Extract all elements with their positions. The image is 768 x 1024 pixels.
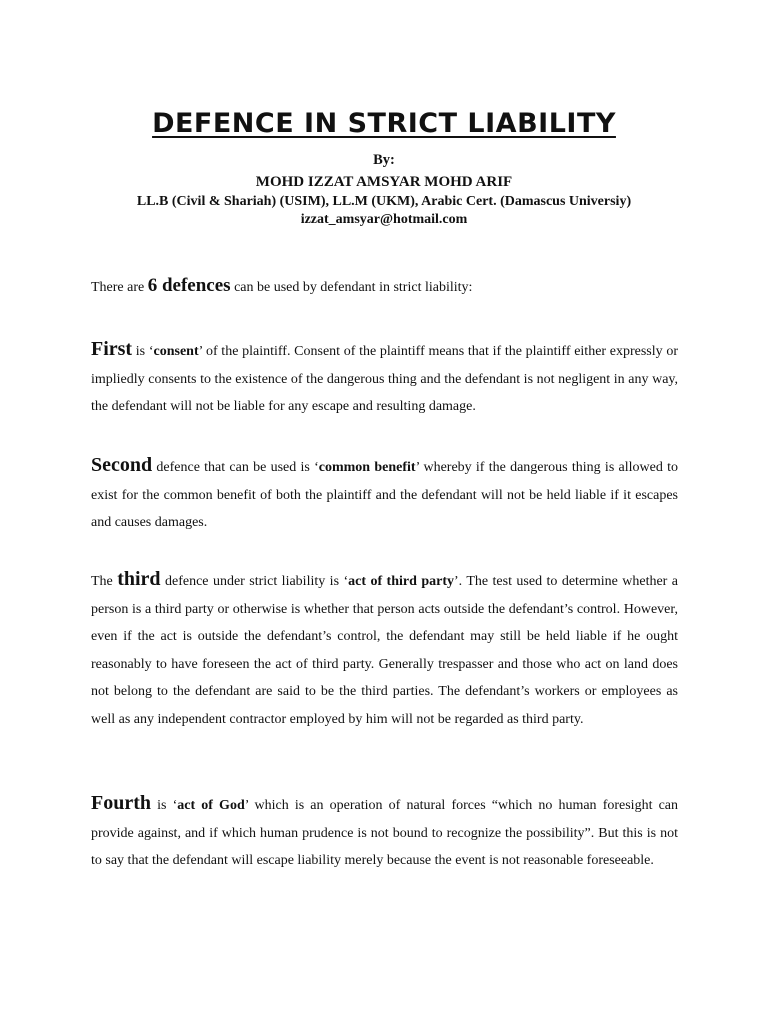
defence-lead: Fourth [91,792,151,814]
author-qualifications: LL.B (Civil & Shariah) (USIM), LL.M (UKM), Arabic Cert. (Damascus Universiy) [136,194,632,209]
defence-lead: third [117,568,161,590]
defence-lead: Second [91,454,153,476]
author-email: izzat_amsyar@hotmail.com [300,212,468,227]
defence-paragraph-first [91,336,678,421]
by-label: By: [373,152,395,168]
intro-post: can be used by defendant in strict liability: [230,280,473,295]
defence-text: ’ of the plaintiff. Consent of the plaintiff means that if the plaintiff either expressly or impliedly consents to the existence of the dangerous thing and the defendant is not negligent in any way, the defendant will not be liable for any escape and resulting damage. [91,344,678,415]
intro-paragraph [91,272,678,302]
defence-text: is ‘ [132,344,154,359]
defence-lead: First [91,338,133,360]
defence-text: defence that can be used is ‘ [152,460,319,475]
defence-paragraph-fourth [91,790,678,875]
defence-paragraph-second [91,452,678,537]
defence-text: ’ which is an operation of natural forces “which no human foresight can provide against, and if which human prudence is not bound to recognize the possibility”. But this is not to say that the defendant will escape liability merely because the event is not reasonable foreseeable. [91,798,679,869]
defence-text: defence under strict liability is ‘ [160,574,349,589]
defence-text: ’ whereby if the dangerous thing is allowed to exist for the common benefit of both the plaintiff and the defendant will not be held liable if it escapes and causes damages. [91,460,678,531]
defence-term: act of third party [348,574,454,589]
defence-pre: The [91,574,118,589]
intro-highlight: 6 defences [147,275,231,296]
defence-term: act of God [177,798,245,813]
intro-pre: There are [91,280,148,295]
defence-text: ’. The test used to determine whether a person is a third party or otherwise is whether that person acts outside the defendant’s control. However, even if the act is outside the defendant’s control, the defendant may still be held liable if he ought reasonably to have foreseen the act of third party. Generally trespasser and those who act on land does not belong to the defendant are said to be the third parties. The defendant’s workers or employees as well as any independent contractor employed by him will not be regarded as third party. [91,574,678,727]
defence-term: common benefit [318,460,416,475]
defence-paragraph-third [91,566,678,734]
defence-term: consent [153,344,199,359]
author-name: MOHD IZZAT AMSYAR MOHD ARIF [255,174,513,190]
defence-text: is ‘ [151,798,178,813]
document-title: DEFENCE IN STRICT LIABILITY [152,108,616,139]
